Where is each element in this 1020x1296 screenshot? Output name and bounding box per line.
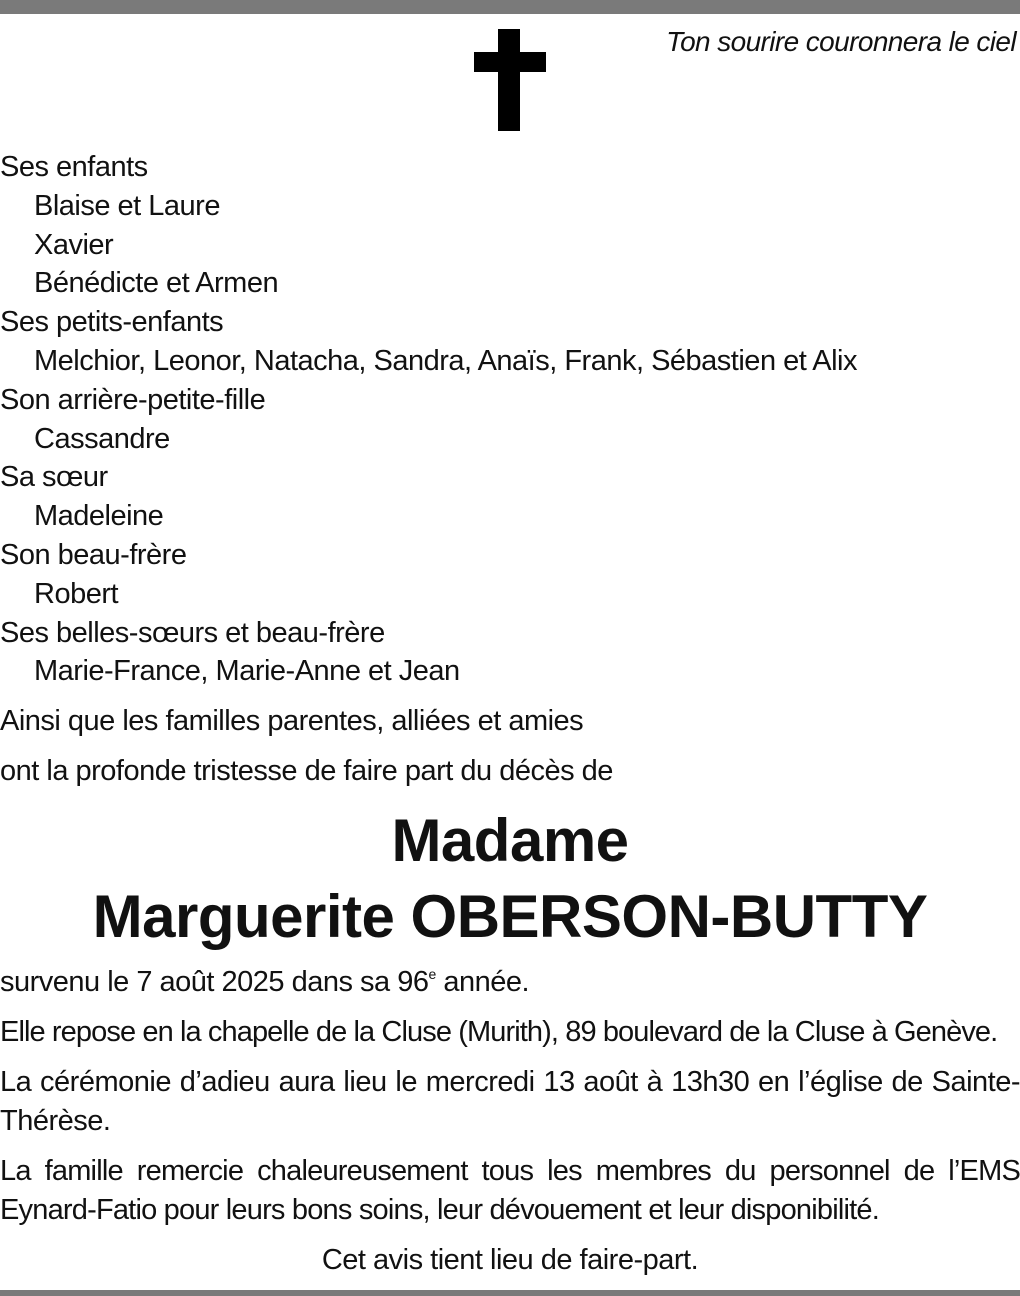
- family-list: [0, 148, 1020, 691]
- resting-place: Elle repose en la chapelle de la Cluse (Murith), 89 boulevard de la Cluse à Genève.: [0, 1016, 998, 1048]
- death-prefix: survenu le 7 août 2025 dans sa 96: [0, 966, 429, 998]
- top-rule: [0, 0, 1020, 14]
- family-line: Madeleine: [34, 500, 164, 533]
- family-line: Ses enfants: [0, 151, 148, 183]
- bottom-rule: [0, 1290, 1020, 1296]
- family-line: Blaise et Laure: [34, 189, 220, 222]
- family-line: Son beau-frère: [0, 538, 187, 571]
- cross-icon: [474, 29, 546, 131]
- family-line: Sa sœur: [0, 461, 108, 494]
- family-line: Ses petits-enfants: [0, 306, 224, 339]
- family-line: Xavier: [34, 228, 114, 261]
- closing-line: Cet avis tient lieu de faire-part.: [321, 1244, 699, 1276]
- family-line: Marie-France, Marie-Anne et Jean: [34, 655, 460, 688]
- death-suffix: année.: [435, 966, 530, 998]
- family-line: Ses belles-sœurs et beau-frère: [0, 616, 385, 649]
- family-line: Cassandre: [34, 422, 170, 455]
- family-line: Bénédicte et Armen: [34, 267, 279, 300]
- deceased-name: Marguerite OBERSON-BUTTY: [92, 883, 928, 950]
- deceased-title: Madame: [391, 807, 629, 874]
- family-line: Son arrière-petite-fille: [0, 383, 266, 416]
- relatives-line: Ainsi que les familles parentes, alliées et amies: [0, 705, 584, 737]
- announcement-line: ont la profonde tristesse de faire part du décès de: [0, 755, 613, 787]
- ceremony: La cérémonie d’adieu aura lieu le mercredi 13 août à 13h30 en l’église de Sainte-Thérèse.: [0, 1066, 1020, 1137]
- motto: Ton sourire couronnera le ciel: [666, 26, 1016, 57]
- death-line: [0, 963, 1020, 1002]
- family-line: Robert: [34, 577, 119, 610]
- thanks: La famille remercie chaleureusement tous les membres du personnel de l’EMS Eynard-Fatio pour leurs bons soins, leur dévouement et leur disponibilité.: [0, 1155, 1020, 1226]
- death-superscript: e: [428, 966, 436, 982]
- family-line: Melchior, Leonor, Natacha, Sandra, Anaïs, Frank, Sébastien et Alix: [34, 344, 857, 377]
